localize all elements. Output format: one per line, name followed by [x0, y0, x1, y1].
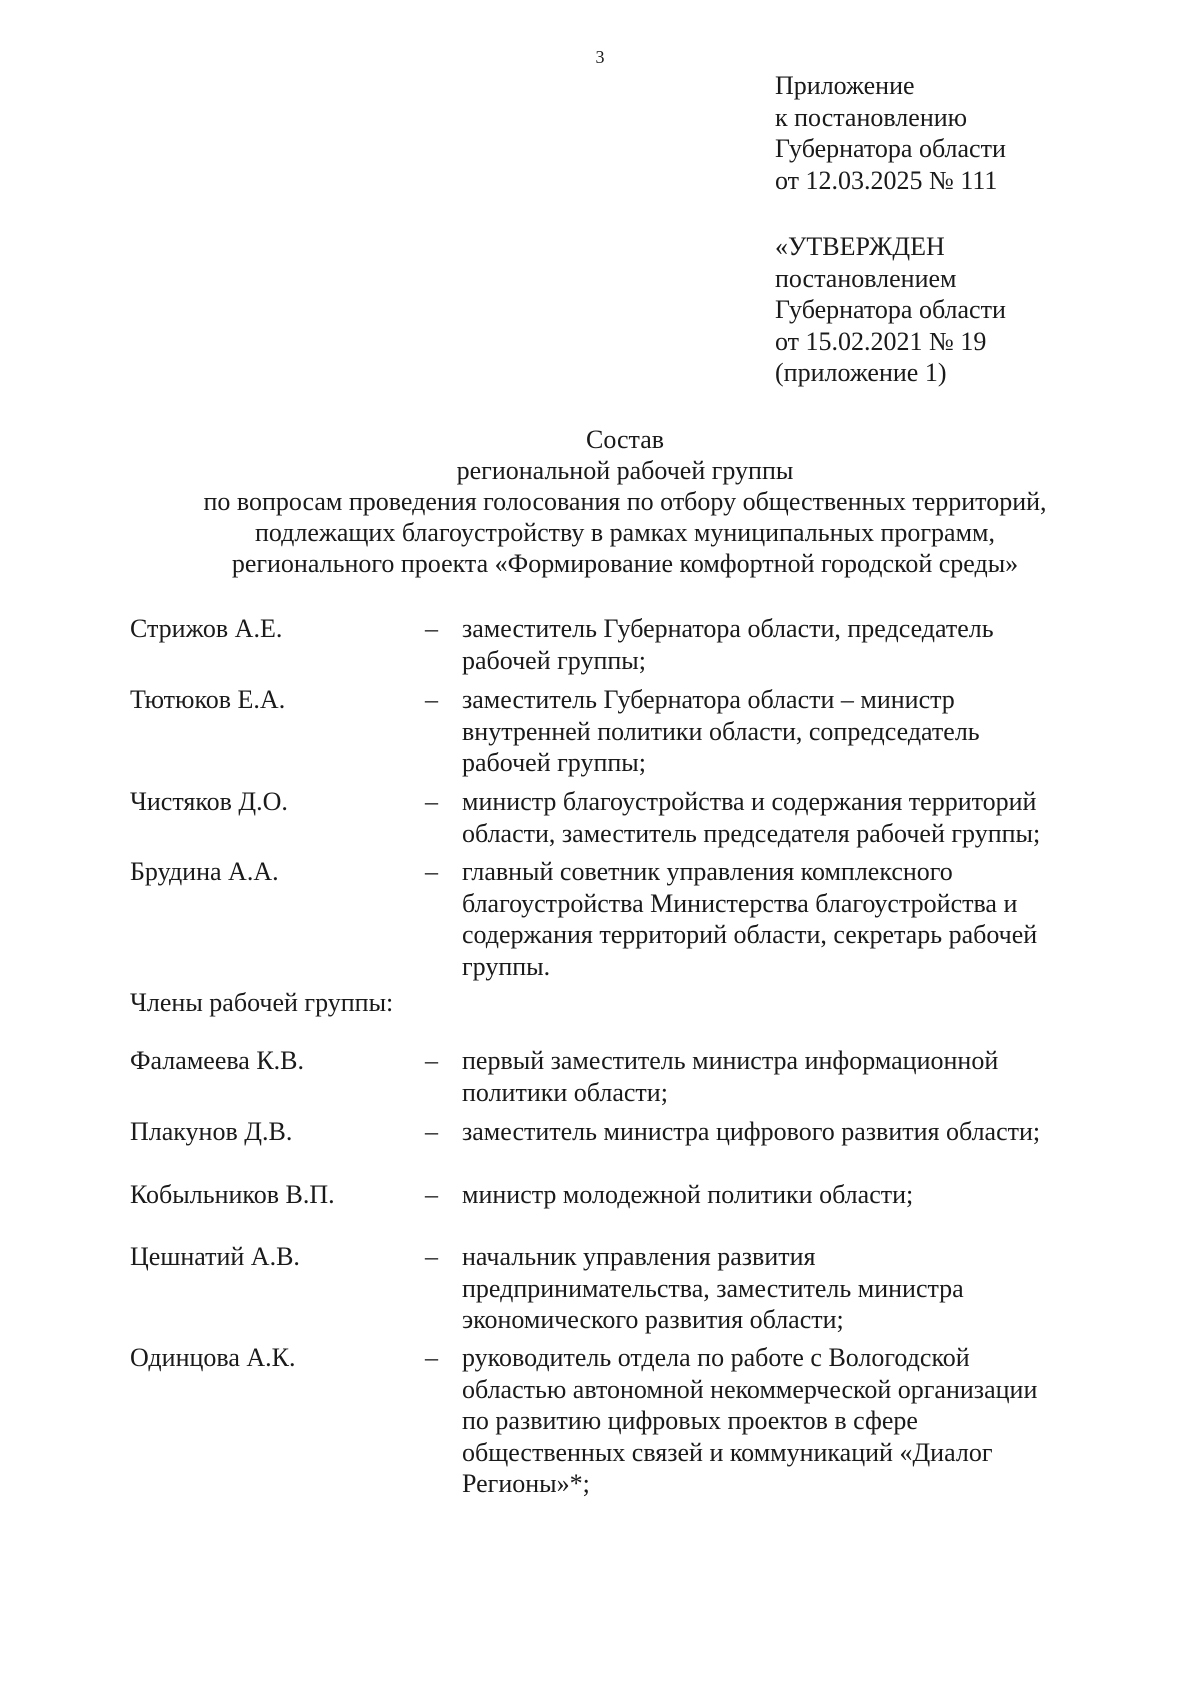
- member-role: [462, 786, 1200, 849]
- role-line: руководитель отдела по работе с Вологодской: [462, 1343, 970, 1372]
- dash-separator: –: [425, 685, 438, 714]
- approval-line: постановлением: [775, 263, 957, 293]
- role-line: содержания территорий области, секретарь рабочей: [462, 920, 1038, 949]
- appendix-line: Губернатора области: [775, 134, 1006, 163]
- role-line: предпринимательства, заместитель министра: [462, 1273, 964, 1303]
- member-role: [462, 1179, 1200, 1211]
- document-title: [100, 424, 1150, 579]
- role-line: внутренней политики области, сопредседатель: [462, 716, 980, 746]
- approval-line: (приложение 1): [775, 358, 947, 387]
- role-line: главный советник управления комплексного: [462, 857, 953, 886]
- member-name: Цешнатий А.В.: [130, 1242, 300, 1271]
- role-line: благоустройства Министерства благоустройства и: [462, 888, 1018, 918]
- title-line: регионального проекта «Формирование комфортной городской среды»: [231, 549, 1019, 578]
- dash-separator: –: [425, 1343, 438, 1372]
- dash-separator: –: [425, 1046, 438, 1075]
- member-role: [462, 1342, 1200, 1500]
- role-line: группы.: [462, 951, 551, 981]
- appendix-line: Приложение: [775, 71, 915, 100]
- role-line: рабочей группы;: [462, 645, 646, 675]
- role-line: по развитию цифровых проектов в сфере: [462, 1406, 918, 1435]
- member-role: [462, 856, 1200, 982]
- members-heading: Члены рабочей группы:: [130, 988, 394, 1017]
- title-line: подлежащих благоустройству в рамках муниципальных программ,: [255, 518, 995, 547]
- role-line: заместитель Губернатора области – министр: [462, 685, 955, 714]
- appendix-reference: [775, 70, 1175, 196]
- member-name: Тютюков Е.А.: [130, 685, 286, 714]
- approval-reference: [775, 231, 1175, 389]
- dash-separator: –: [425, 857, 438, 886]
- member-role: [462, 613, 1200, 676]
- member-role: [462, 1116, 1200, 1148]
- role-line: областью автономной некоммерческой организации: [462, 1374, 1038, 1404]
- role-line: области, заместитель председателя рабочей группы;: [462, 818, 1041, 848]
- role-line: заместитель министра цифрового развития области;: [462, 1117, 1041, 1146]
- member-name: Стрижов А.Е.: [130, 614, 283, 643]
- title-line: Состав: [585, 425, 665, 454]
- dash-separator: –: [425, 1117, 438, 1146]
- approval-line: «УТВЕРЖДЕН: [775, 232, 945, 261]
- role-line: заместитель Губернатора области, председатель: [462, 614, 994, 643]
- role-line: экономического развития области;: [462, 1305, 844, 1334]
- appendix-line: от 12.03.2025 № 111: [775, 165, 998, 195]
- member-name: Чистяков Д.О.: [130, 787, 288, 816]
- appendix-line: к постановлению: [775, 102, 968, 132]
- title-line: по вопросам проведения голосования по отбору общественных территорий,: [203, 487, 1047, 516]
- approval-line: от 15.02.2021 № 19: [775, 326, 987, 356]
- member-role: [462, 1241, 1200, 1336]
- dash-separator: –: [425, 1180, 438, 1209]
- role-line: министр молодежной политики области;: [462, 1180, 914, 1209]
- role-line: министр благоустройства и содержания территорий: [462, 787, 1037, 816]
- role-line: Регионы»*;: [462, 1469, 590, 1498]
- dash-separator: –: [425, 1242, 438, 1271]
- dash-separator: –: [425, 614, 438, 643]
- role-line: общественных связей и коммуникаций «Диалог: [462, 1437, 993, 1467]
- member-name: Плакунов Д.В.: [130, 1117, 293, 1146]
- member-name: Брудина А.А.: [130, 857, 279, 886]
- approval-line: Губернатора области: [775, 295, 1006, 324]
- member-name: Кобыльников В.П.: [130, 1180, 335, 1209]
- member-name: Одинцова А.К.: [130, 1343, 296, 1372]
- dash-separator: –: [425, 787, 438, 816]
- page-number: 3: [595, 47, 605, 67]
- role-line: начальник управления развития: [462, 1242, 816, 1271]
- member-role: [462, 684, 1200, 779]
- role-line: рабочей группы;: [462, 748, 646, 777]
- member-name: Фаламеева К.В.: [130, 1046, 305, 1075]
- role-line: первый заместитель министра информационной: [462, 1046, 999, 1075]
- member-role: [462, 1045, 1200, 1108]
- role-line: политики области;: [462, 1077, 668, 1107]
- title-line: региональной рабочей группы: [456, 456, 794, 485]
